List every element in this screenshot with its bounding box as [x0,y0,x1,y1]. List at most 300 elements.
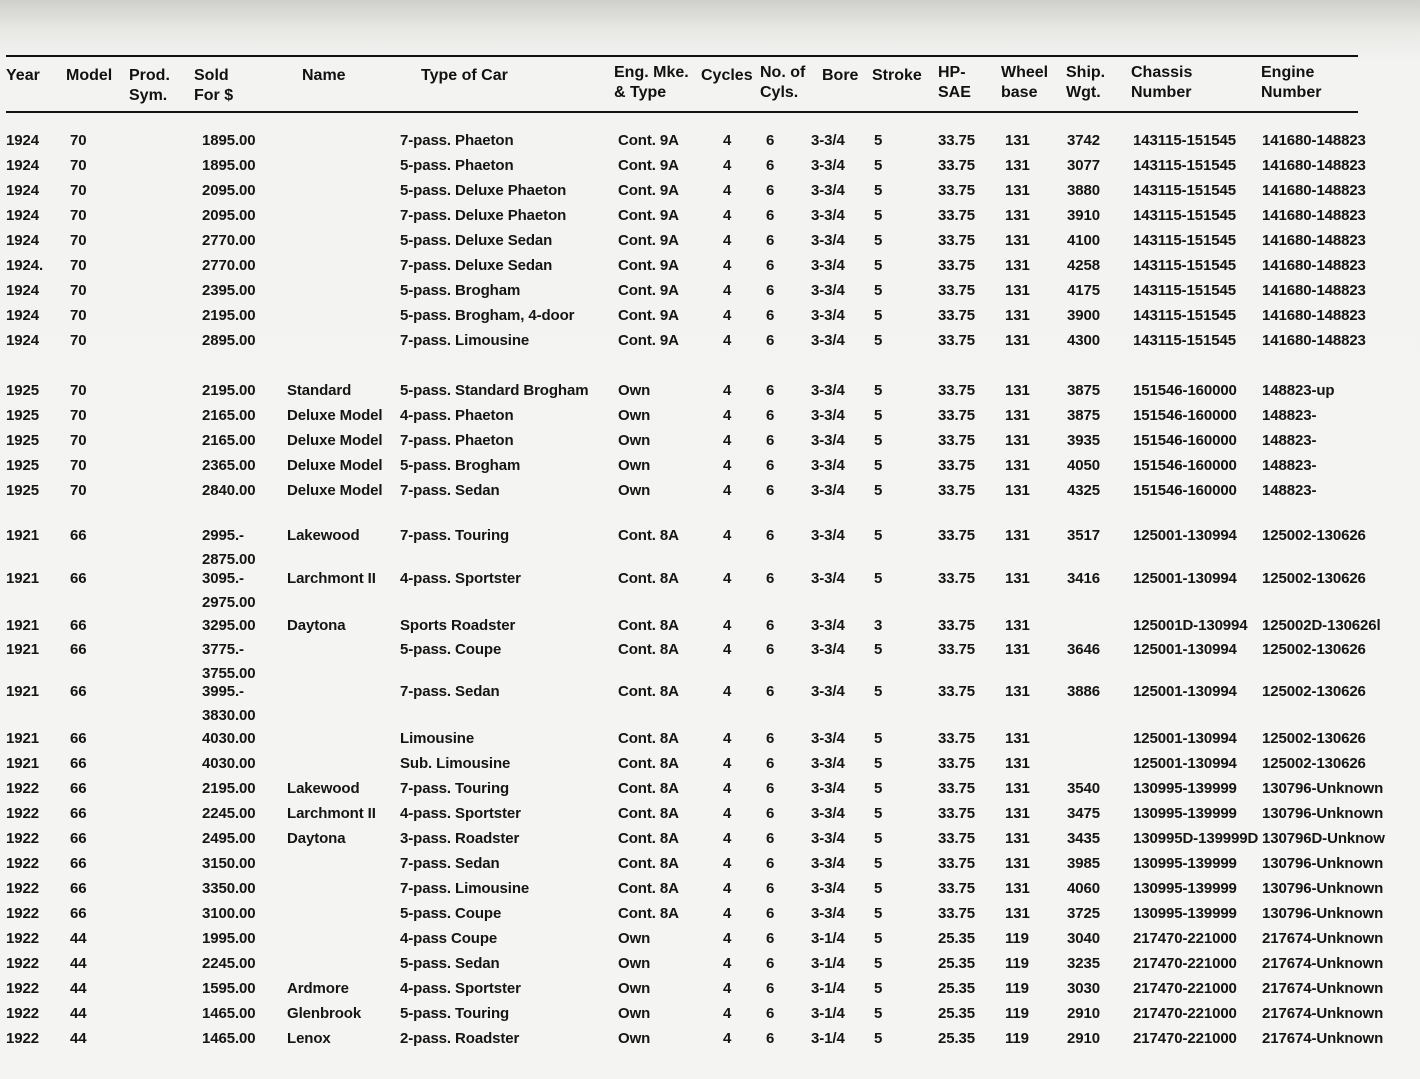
cell-hp: 33.75 [938,432,976,449]
header-stroke [872,66,922,86]
cell-engine: 141680-148823 [1262,332,1366,349]
cell-hp: 33.75 [938,641,976,658]
table-row [0,1030,1420,1055]
cell-bore: 3-3/4 [811,880,845,897]
cell-sold: 2995.- [202,527,244,544]
cell-eng: Cont. 9A [618,257,679,274]
cell-model: 70 [70,382,87,399]
cell-ship: 4258 [1067,257,1100,274]
cell-chassis: 130995-139999 [1133,805,1237,822]
cell-stroke: 5 [874,780,883,797]
cell-cycles: 4 [723,332,732,349]
cell-cycles: 4 [723,207,732,224]
cell-type: 4-pass. Sportster [400,570,521,587]
cell-bore: 3-3/4 [811,683,845,700]
cell-model: 66 [70,527,87,544]
cell-year: 1925 [6,407,39,424]
cell-model: 70 [70,307,87,324]
cell-wb: 131 [1005,307,1030,324]
cell-model: 44 [70,955,87,972]
cell-wb: 131 [1005,641,1030,658]
cell-sold: 2095.00 [202,182,256,199]
cell-eng: Cont. 9A [618,307,679,324]
header-cyls-line1: No. of [760,64,806,81]
cell-year: 1921 [6,617,39,634]
cell-chassis: 217470-221000 [1133,980,1237,997]
cell-stroke: 5 [874,805,883,822]
cell-hp: 33.75 [938,307,976,324]
cell-stroke: 5 [874,905,883,922]
cell-name: Deluxe Model [287,432,383,449]
cell-eng: Cont. 8A [618,617,679,634]
cell-cyls: 6 [766,855,775,872]
table-row [0,432,1420,457]
cell-sold: 2195.00 [202,780,256,797]
cell-hp: 33.75 [938,207,976,224]
cell-hp: 33.75 [938,683,976,700]
cell-engine: 125002-130626 [1262,570,1366,587]
cell-year: 1922 [6,880,39,897]
cell-engine: 217674-Unknown [1262,1030,1384,1047]
cell-chassis: 130995D-139999D [1133,830,1259,847]
cell-name: Daytona [287,830,346,847]
header-name [302,66,346,86]
cell-stroke: 5 [874,457,883,474]
header-wb-line2: base [1001,84,1038,101]
cell-cycles: 4 [723,805,732,822]
cell-chassis: 143115-151545 [1133,257,1236,274]
cell-name: Ardmore [287,980,349,997]
cell-cyls: 6 [766,1030,775,1047]
table-row [0,755,1420,780]
table-row [0,980,1420,1005]
cell-wb: 131 [1005,382,1030,399]
cell-wb: 131 [1005,282,1030,299]
cell-eng: Cont. 8A [618,641,679,658]
cell-ship: 4300 [1067,332,1100,349]
cell-stroke: 5 [874,382,883,399]
cell-sold: 1465.00 [202,1030,256,1047]
cell-model: 70 [70,157,87,174]
header-prod-sym [129,66,170,106]
cell-eng: Own [618,407,651,424]
cell-sold: 3150.00 [202,855,256,872]
header-engine-number [1261,63,1321,103]
cell-ship: 3880 [1067,182,1100,199]
cell-engine: 125002-130626 [1262,527,1366,544]
table-row [0,570,1420,611]
cell-cyls: 6 [766,730,775,747]
cell-hp: 33.75 [938,880,976,897]
cell-sold: 2770.00 [202,232,256,249]
cell-chassis: 217470-221000 [1133,930,1237,947]
header-stroke-line2: Stroke [872,67,922,84]
cell-bore: 3-3/4 [811,282,845,299]
cell-cycles: 4 [723,570,732,587]
header-model [66,66,112,86]
cell-cycles: 4 [723,282,732,299]
cell-stroke: 5 [874,1005,883,1022]
cell-hp: 33.75 [938,805,976,822]
cell-eng: Cont. 9A [618,207,679,224]
cell-chassis: 151546-160000 [1133,407,1237,424]
cell-stroke: 5 [874,980,883,997]
cell-bore: 3-3/4 [811,482,845,499]
cell-sold: 3100.00 [202,905,256,922]
table-row [0,407,1420,432]
table-row [0,730,1420,755]
cell-year: 1921 [6,570,39,587]
table-row [0,457,1420,482]
header-prod-sym-line2: Sym. [129,87,168,104]
cell-type: 4-pass. Sportster [400,980,521,997]
cell-model: 66 [70,880,87,897]
cell-ship: 3040 [1067,930,1100,947]
cell-engine: 148823- [1262,407,1317,424]
cell-bore: 3-3/4 [811,307,845,324]
cell-cyls: 6 [766,830,775,847]
cell-hp: 33.75 [938,482,976,499]
cell-stroke: 5 [874,332,883,349]
cell-eng: Cont. 9A [618,132,679,149]
cell-bore: 3-3/4 [811,617,845,634]
cell-year: 1922 [6,905,39,922]
cell-model: 70 [70,432,87,449]
table-row [0,905,1420,930]
cell-year: 1924 [6,132,39,149]
cell-ship: 4325 [1067,482,1100,499]
cell-hp: 33.75 [938,830,976,847]
cell-cycles: 4 [723,307,732,324]
cell-eng: Cont. 8A [618,730,679,747]
cell-bore: 3-3/4 [811,805,845,822]
cell-chassis: 130995-139999 [1133,905,1237,922]
header-hp-line1: HP- [938,64,966,81]
cell-hp: 33.75 [938,407,976,424]
cell-model: 70 [70,132,87,149]
cell-sold: 2165.00 [202,432,256,449]
cell-cyls: 6 [766,683,775,700]
cell-sold: 2495.00 [202,830,256,847]
cell-chassis: 143115-151545 [1133,232,1236,249]
cell-year: 1921 [6,755,39,772]
cell-type: 7-pass. Sedan [400,683,500,700]
cell-eng: Own [618,382,651,399]
cell-model: 66 [70,730,87,747]
cell-cycles: 4 [723,407,732,424]
cell-wb: 131 [1005,780,1030,797]
cell-stroke: 5 [874,482,883,499]
cell-model: 70 [70,232,87,249]
cell-ship: 3030 [1067,980,1100,997]
cell-model: 70 [70,207,87,224]
cell-cyls: 6 [766,482,775,499]
cell-type: 5-pass. Phaeton [400,157,514,174]
cell-stroke: 5 [874,307,883,324]
table-row [0,780,1420,805]
cell-model: 66 [70,617,87,634]
cell-bore: 3-1/4 [811,1005,845,1022]
cell-ship: 3725 [1067,905,1100,922]
cell-cycles: 4 [723,1005,732,1022]
cell-type: 7-pass. Limousine [400,332,530,349]
cell-cycles: 4 [723,930,732,947]
cell-type: 7-pass. Sedan [400,482,500,499]
cell-stroke: 5 [874,683,883,700]
cell-wb: 131 [1005,730,1030,747]
cell-type: 7-pass. Touring [400,780,510,797]
cell-cycles: 4 [723,780,732,797]
cell-engine: 130796D-Unknow [1262,830,1385,847]
cell-chassis: 125001-130994 [1133,527,1237,544]
cell-model: 66 [70,805,87,822]
cell-stroke: 5 [874,182,883,199]
cell-hp: 33.75 [938,457,976,474]
cell-cycles: 4 [723,257,732,274]
cell-cyls: 6 [766,905,775,922]
cell-bore: 3-3/4 [811,830,845,847]
cell-engine: 125002-130626 [1262,755,1366,772]
cell-year: 1925 [6,382,39,399]
table-row [0,955,1420,980]
cell-eng: Cont. 8A [618,755,679,772]
cell-type: 5-pass. Sedan [400,955,500,972]
cell-wb: 131 [1005,527,1030,544]
cell-type: Sports Roadster [400,617,516,634]
cell-bore: 3-3/4 [811,641,845,658]
cell-year: 1924 [6,307,39,324]
table-row [0,482,1420,507]
cell-engine: 130796-Unknown [1262,905,1384,922]
table-row [0,683,1420,724]
cell-ship: 4175 [1067,282,1100,299]
cell-type: 5-pass. Brogham [400,457,521,474]
cell-model: 66 [70,641,87,658]
cell-eng: Cont. 8A [618,805,679,822]
cell-model: 44 [70,1005,87,1022]
cell-cycles: 4 [723,980,732,997]
cell-sold: 2195.00 [202,307,256,324]
cell-chassis: 217470-221000 [1133,1005,1237,1022]
cell-chassis: 217470-221000 [1133,955,1237,972]
cell-wb: 131 [1005,232,1030,249]
cell-cyls: 6 [766,157,775,174]
cell-type: 5-pass. Coupe [400,641,502,658]
cell-chassis: 125001-130994 [1133,730,1237,747]
cell-stroke: 5 [874,955,883,972]
cell-bore: 3-3/4 [811,570,845,587]
cell-hp: 33.75 [938,132,976,149]
cell-year: 1921 [6,527,39,544]
cell-stroke: 5 [874,641,883,658]
cell-sold: 2245.00 [202,805,256,822]
cell-ship: 3435 [1067,830,1100,847]
cell-chassis: 143115-151545 [1133,157,1236,174]
cell-type: 3-pass. Roadster [400,830,520,847]
cell-year: 1921 [6,641,39,658]
cell-wb: 131 [1005,457,1030,474]
cell-wb: 119 [1005,1005,1029,1022]
cell-year: 1924 [6,207,39,224]
cell-hp: 33.75 [938,332,976,349]
cell-eng: Cont. 9A [618,332,679,349]
table-row [0,617,1420,642]
cell-name: Larchmont II [287,570,376,587]
cell-stroke: 3 [874,617,883,634]
cell-stroke: 5 [874,407,883,424]
cell-name: Larchmont II [287,805,376,822]
cell-name: Daytona [287,617,346,634]
cell-cyls: 6 [766,570,775,587]
table-row [0,207,1420,232]
cell-wb: 131 [1005,482,1030,499]
cell-wb: 131 [1005,407,1030,424]
header-hp-line2: SAE [938,84,971,101]
cell-eng: Own [618,955,651,972]
cell-sold: 3295.00 [202,617,256,634]
cell-ship: 4050 [1067,457,1100,474]
cell-model: 70 [70,482,87,499]
cell-cyls: 6 [766,432,775,449]
cell-eng: Cont. 8A [618,570,679,587]
cell-eng: Cont. 9A [618,157,679,174]
cell-cyls: 6 [766,207,775,224]
table-row [0,805,1420,830]
cell-bore: 3-1/4 [811,1030,845,1047]
cell-engine: 125002D-130626l [1262,617,1381,634]
header-engine-line2: Number [1261,84,1322,101]
cell-bore: 3-3/4 [811,157,845,174]
cell-hp: 33.75 [938,257,976,274]
cell-engine: 130796-Unknown [1262,855,1384,872]
cell-type: 4-pass. Phaeton [400,407,514,424]
cell-bore: 3-3/4 [811,527,845,544]
cell-model: 66 [70,780,87,797]
table-row [0,382,1420,407]
cell-year: 1925 [6,457,39,474]
cell-ship: 3985 [1067,855,1100,872]
cell-hp: 25.35 [938,930,976,947]
cell-cyls: 6 [766,457,775,474]
cell-chassis: 125001-130994 [1133,641,1237,658]
cell-cyls: 6 [766,382,775,399]
cell-ship: 3875 [1067,407,1100,424]
cell-engine: 130796-Unknown [1262,805,1384,822]
cell-engine: 148823-up [1262,382,1335,399]
cell-eng: Cont. 8A [618,527,679,544]
header-type-of-car [421,66,508,86]
cell-hp: 25.35 [938,1030,976,1047]
cell-stroke: 5 [874,830,883,847]
cell-hp: 25.35 [938,980,976,997]
cell-engine: 125002-130626 [1262,641,1366,658]
cell-hp: 33.75 [938,855,976,872]
cell-engine: 130796-Unknown [1262,780,1384,797]
cell-ship: 3935 [1067,432,1100,449]
cell-hp: 25.35 [938,1005,976,1022]
cell-bore: 3-3/4 [811,332,845,349]
cell-chassis: 125001-130994 [1133,755,1237,772]
cell-cyls: 6 [766,930,775,947]
cell-hp: 33.75 [938,232,976,249]
cell-type: 7-pass. Limousine [400,880,530,897]
cell-wb: 131 [1005,880,1030,897]
cell-year: 1924 [6,332,39,349]
table-row [0,182,1420,207]
cell-year: 1924 [6,232,39,249]
cell-eng: Own [618,1030,651,1047]
cell-sold: 1595.00 [202,980,256,997]
cell-year: 1922 [6,855,39,872]
cell-model: 66 [70,570,87,587]
cell-chassis: 130995-139999 [1133,880,1237,897]
cell-stroke: 5 [874,1030,883,1047]
cell-bore: 3-3/4 [811,207,845,224]
cell-sold: 2245.00 [202,955,256,972]
cell-cycles: 4 [723,880,732,897]
cell-ship: 3475 [1067,805,1100,822]
cell-engine: 125002-130626 [1262,683,1366,700]
cell-name: Lakewood [287,780,360,797]
cell-eng: Cont. 9A [618,232,679,249]
cell-wb: 119 [1005,930,1029,947]
cell-wb: 131 [1005,182,1030,199]
cell-stroke: 5 [874,855,883,872]
cell-ship: 3540 [1067,780,1100,797]
cell-year: 1922 [6,830,39,847]
cell-sold: 2095.00 [202,207,256,224]
cell-year: 1924 [6,282,39,299]
cell-chassis: 143115-151545 [1133,207,1236,224]
cell-cycles: 4 [723,830,732,847]
cell-chassis: 143115-151545 [1133,307,1236,324]
header-name-line2: Name [302,67,346,84]
cell-wb: 131 [1005,855,1030,872]
cell-eng: Cont. 8A [618,880,679,897]
cell-model: 66 [70,855,87,872]
cell-eng: Own [618,432,651,449]
cell-chassis: 125001D-130994 [1133,617,1248,634]
header-wheel-base [1001,63,1048,103]
cell-wb: 131 [1005,805,1030,822]
cell-type: 7-pass. Deluxe Sedan [400,257,553,274]
cell-ship: 2910 [1067,1005,1100,1022]
cell-model: 44 [70,1030,87,1047]
cell-engine: 148823- [1262,457,1317,474]
cell-engine: 217674-Unknown [1262,955,1384,972]
cell-cycles: 4 [723,132,732,149]
table-row [0,930,1420,955]
cell-engine: 141680-148823 [1262,157,1366,174]
cell-name: Deluxe Model [287,457,383,474]
cell-wb: 131 [1005,683,1030,700]
cell-sold: 3095.- [202,570,244,587]
cell-stroke: 5 [874,157,883,174]
cell-stroke: 5 [874,527,883,544]
cell-type: 5-pass. Brogham [400,282,521,299]
cell-chassis: 217470-221000 [1133,1030,1237,1047]
cell-hp: 33.75 [938,617,976,634]
cell-year: 1924 [6,157,39,174]
cell-chassis: 125001-130994 [1133,683,1237,700]
header-chassis-line2: Number [1131,84,1192,101]
cell-eng: Own [618,980,651,997]
header-cyls-line2: Cyls. [760,84,799,101]
header-sold-for [194,66,233,106]
cell-sold: 1895.00 [202,132,256,149]
cell-model: 44 [70,980,87,997]
cell-name: Glenbrook [287,1005,362,1022]
